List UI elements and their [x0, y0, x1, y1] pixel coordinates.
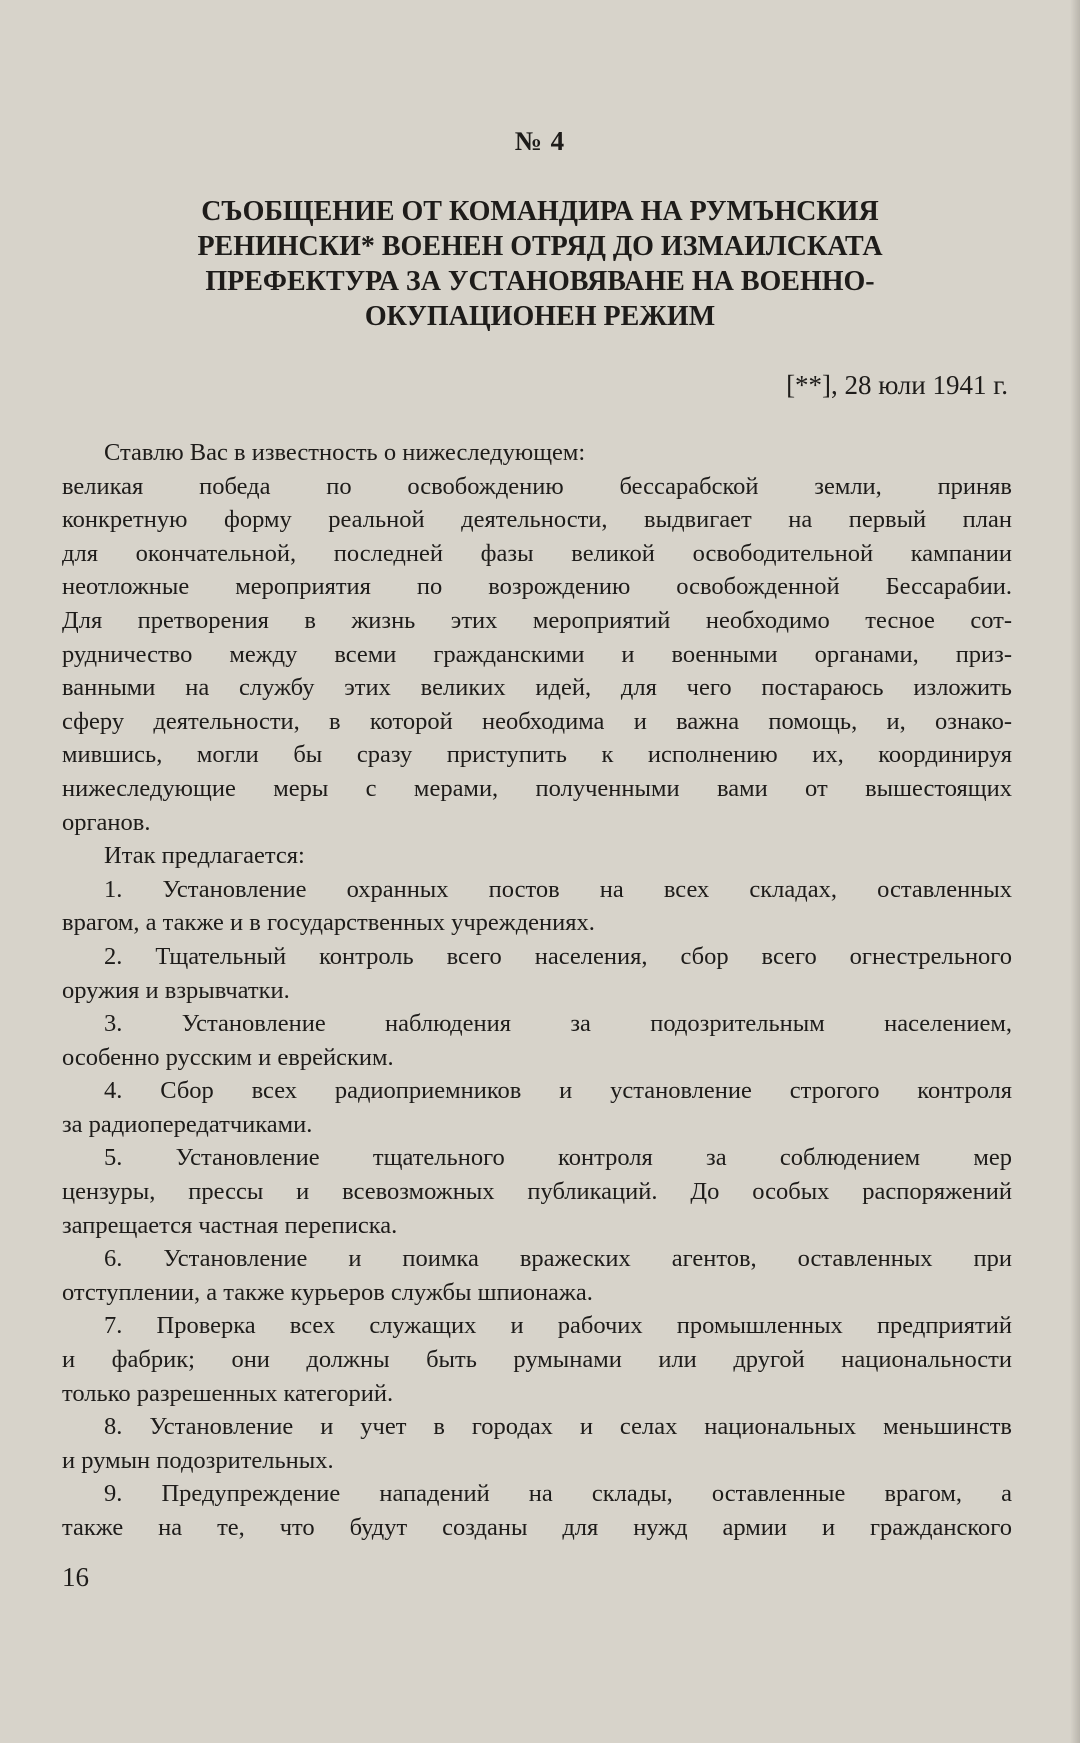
text-line: конкретную форму реальной деятельности, выдвигает на первый план	[62, 506, 1012, 534]
list-item-line: 1. Установление охранных постов на всех складах, оставленных	[104, 875, 1012, 903]
text-line: великая победа по освобождению бессарабской земли, приняв	[62, 472, 1012, 500]
list-item-line: 4. Сбор всех радиоприемников и установление строгого контроля	[104, 1077, 1012, 1105]
text-line: ванными на службу этих великих идей, для чего постараюсь изложить	[62, 674, 1012, 702]
text-line: Итак предлагается:	[104, 842, 305, 870]
list-item-line: 8. Установление и учет в городах и селах национальных меньшинств	[104, 1413, 1012, 1441]
list-item-line: и фабрик; они должны быть румынами или другой национальности	[62, 1346, 1012, 1374]
document-title	[130, 194, 950, 334]
list-item-line: 2. Тщательный контроль всего населения, сбор всего огнестрельного	[104, 942, 1012, 970]
list-item-line: запрещается частная переписка.	[62, 1211, 398, 1239]
list-item-line: и румын подозрительных.	[62, 1446, 334, 1474]
title-line: РЕНИНСКИ* ВОЕНЕН ОТРЯД ДО ИЗМАИЛСКАТА	[197, 231, 883, 262]
list-item-line: отступлении, а также курьеров службы шпионажа.	[62, 1278, 593, 1306]
text-line: мившись, могли бы сразу приступить к исполнению их, координируя	[62, 741, 1012, 769]
text-line: неотложные мероприятия по возрождению освобожденной Бессарабии.	[62, 573, 1012, 601]
body-text	[62, 436, 1012, 1545]
title-line: СЪОБЩЕНИЕ ОТ КОМАНДИРА НА РУМЪНСКИЯ	[201, 196, 879, 227]
title-line: ОКУПАЦИОНЕН РЕЖИМ	[364, 301, 716, 332]
document-number: № 4	[514, 126, 566, 156]
text-line: нижеследующие меры с мерами, полученными вами от вышестоящих	[62, 774, 1012, 802]
text-line: Для претворения в жизнь этих мероприятий необходимо тесное сот-	[62, 606, 1012, 634]
list-item-line: 9. Предупреждение нападений на склады, оставленные врагом, а	[104, 1480, 1012, 1508]
list-item-line: за радиопередатчиками.	[62, 1110, 313, 1138]
text-line: для окончательной, последней фазы великой освободительной кампании	[62, 539, 1012, 567]
list-item-line: 5. Установление тщательного контроля за соблюдением мер	[104, 1144, 1012, 1172]
list-item-line: 3. Установление наблюдения за подозрительным населением,	[104, 1010, 1012, 1038]
text-line: органов.	[62, 808, 151, 836]
text-line: рудничество между всеми гражданскими и военными органами, приз-	[62, 640, 1012, 668]
list-item-line: оружия и взрывчатки.	[62, 976, 290, 1004]
page-number: 16	[62, 1562, 89, 1592]
text-line: сферу деятельности, в которой необходима и важна помощь, и, ознако-	[62, 707, 1012, 735]
title-line: ПРЕФЕКТУРА ЗА УСТАНОВЯВАНЕ НА ВОЕННО-	[205, 266, 875, 297]
document-date: [**], 28 юли 1941 г.	[786, 370, 1008, 400]
list-item-line: 6. Установление и поимка вражеских агентов, оставленных при	[104, 1245, 1012, 1273]
list-item-line: также на те, что будут созданы для нужд армии и гражданского	[62, 1514, 1012, 1541]
list-item-line: врагом, а также и в государственных учреждениях.	[62, 909, 595, 937]
list-item-line: только разрешенных категорий.	[62, 1379, 394, 1407]
list-item-line: особенно русским и еврейским.	[62, 1043, 394, 1071]
text-line: Ставлю Вас в известность о нижеследующем:	[104, 439, 586, 466]
list-item-line: цензуры, прессы и всевозможных публикаций. До особых распоряжений	[62, 1178, 1012, 1206]
list-item-line: 7. Проверка всех служащих и рабочих промышленных предприятий	[104, 1312, 1012, 1340]
